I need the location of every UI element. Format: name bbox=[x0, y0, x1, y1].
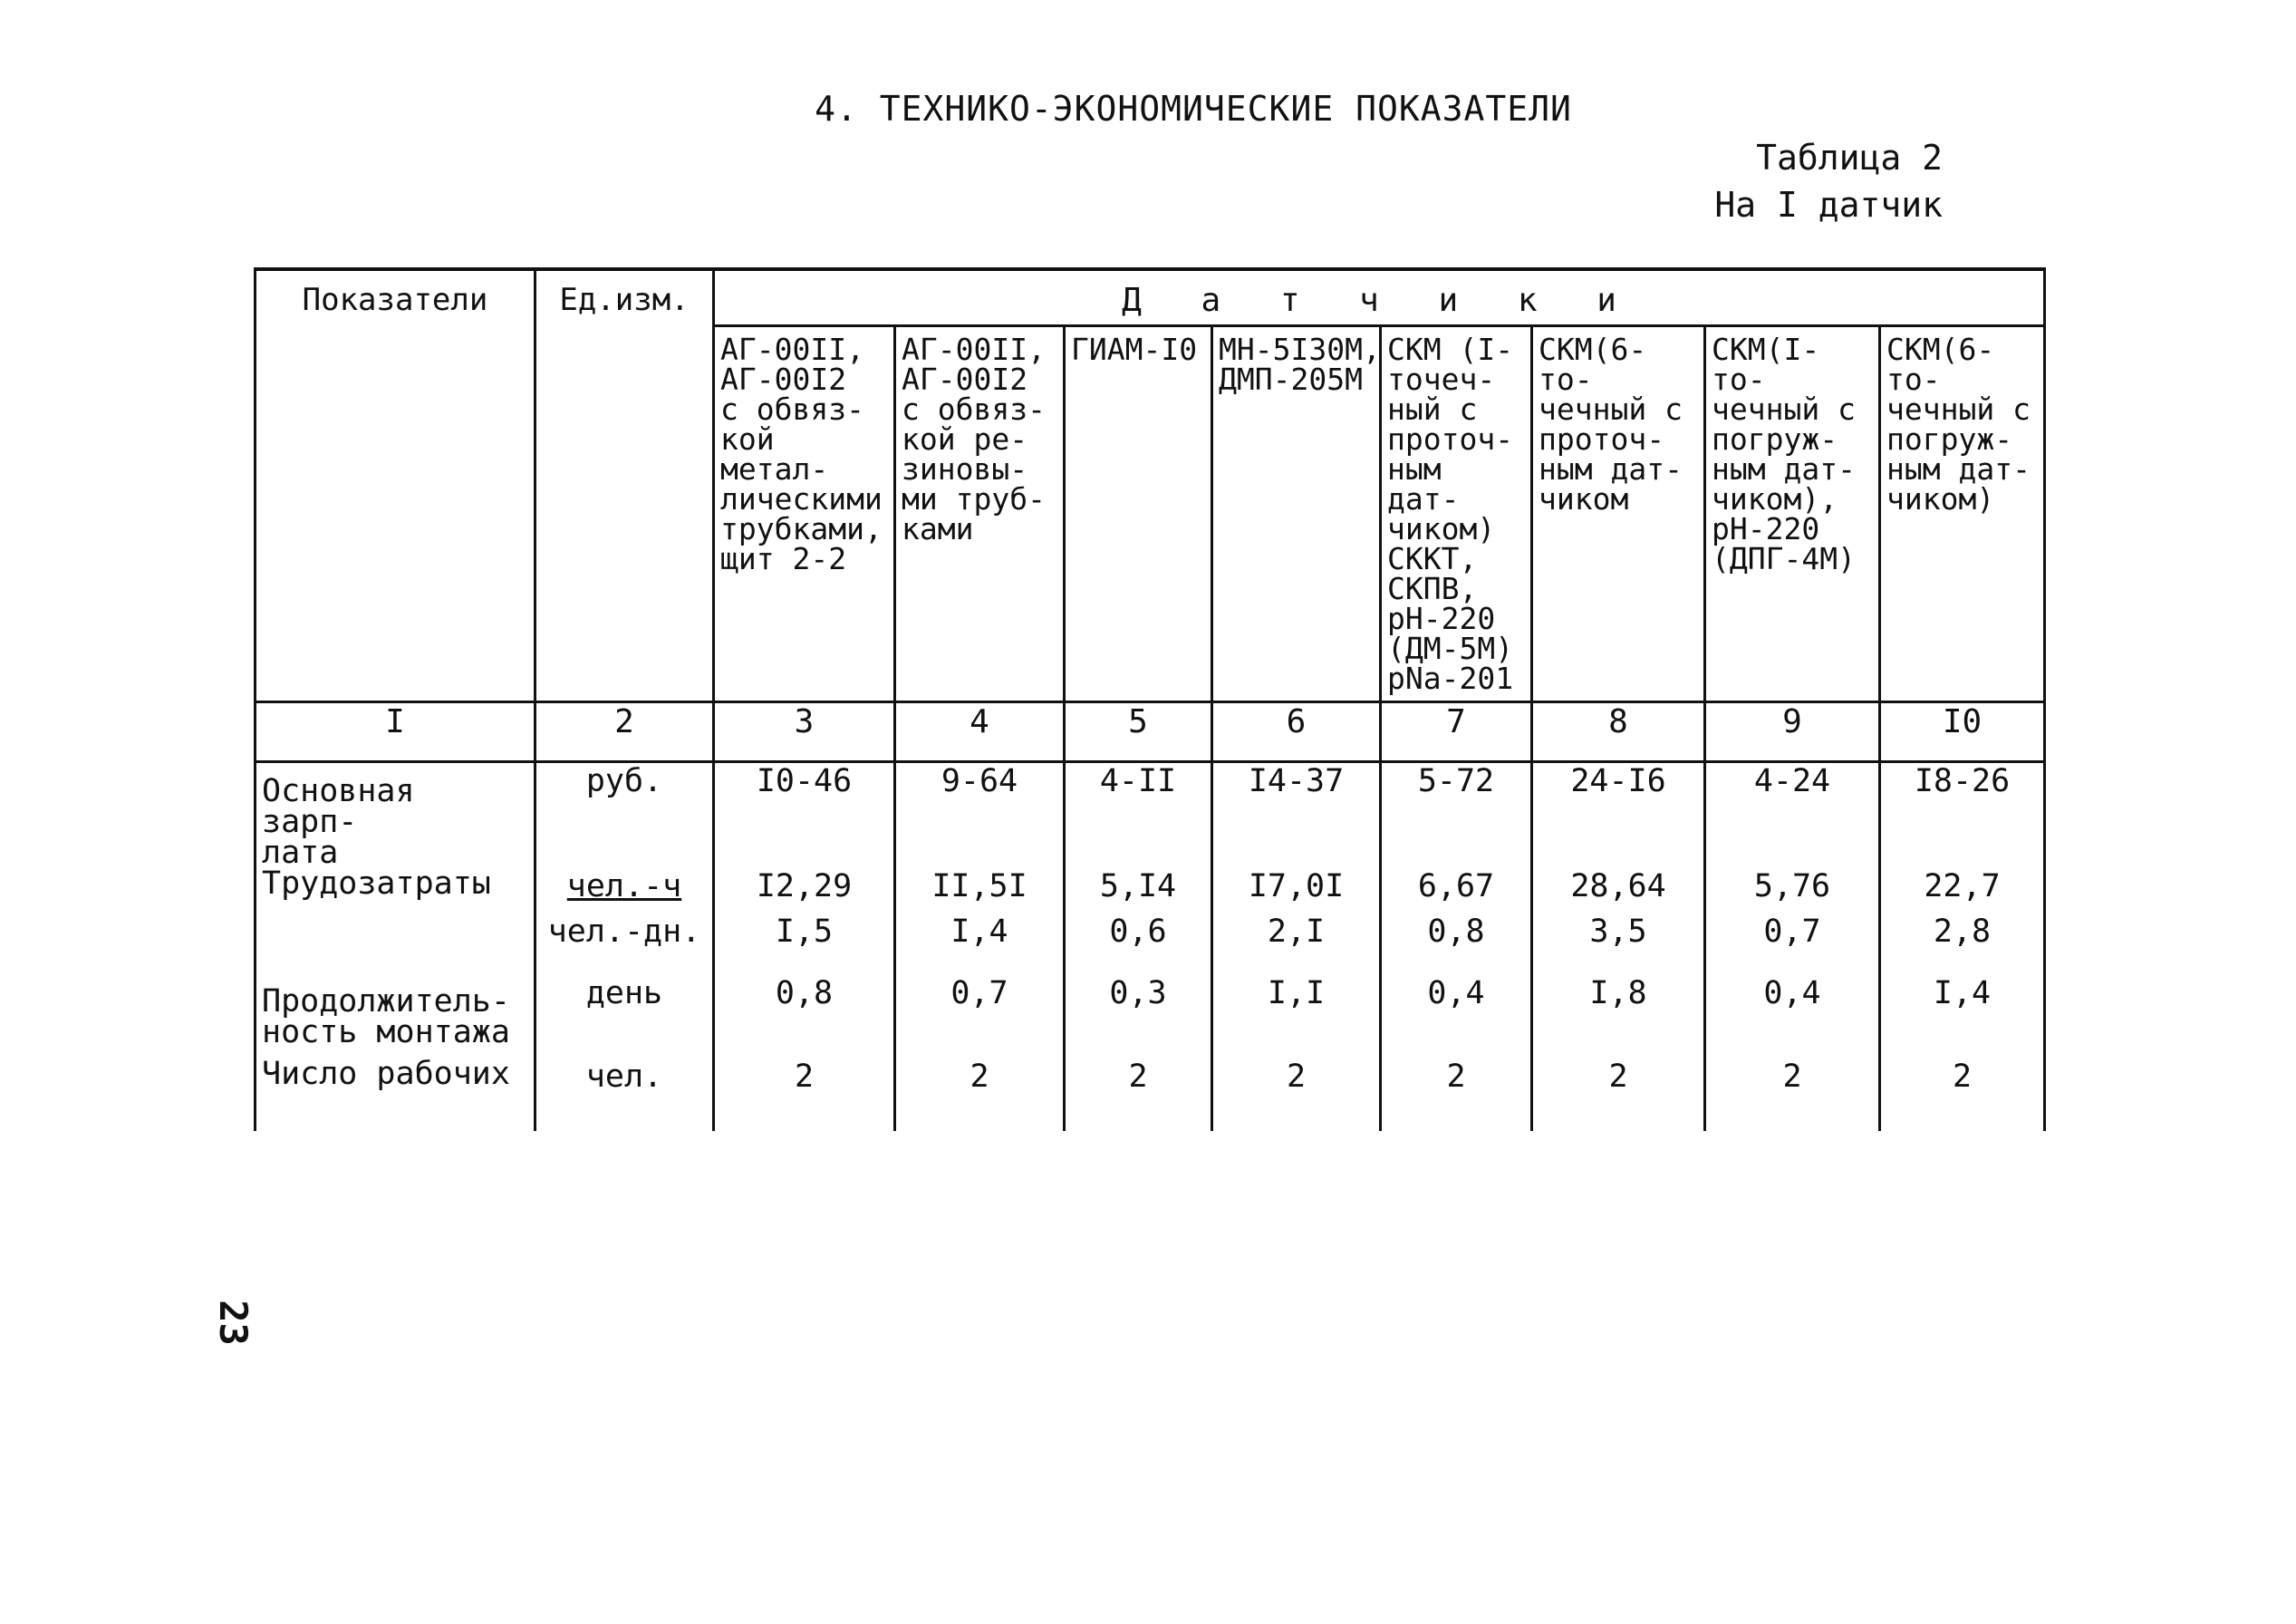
table-cell: 22,7 bbox=[1880, 868, 2045, 914]
sensor-column-header: ГИАМ-I0 bbox=[1065, 325, 1212, 701]
sensor-column-header: СКМ(6-то- чечный с погруж- ным дат- чиком) bbox=[1880, 325, 2045, 701]
table-cell: 2 bbox=[895, 1058, 1065, 1131]
table-cell: 0,8 bbox=[714, 975, 895, 1058]
table-row bbox=[256, 1058, 2045, 1131]
table-cell: 0,7 bbox=[1705, 914, 1880, 975]
table-cell: 2 bbox=[1381, 1058, 1532, 1131]
table-scope: На I датчик bbox=[1714, 185, 1943, 225]
sensor-column-header: СКМ(I-то- чечный с погруж- ным дат- чиком), рН-220 (ДПГ-4М) bbox=[1705, 325, 1880, 701]
row-unit: день bbox=[535, 975, 714, 1058]
sensor-column-header: СКМ(6-то- чечный с проточ- ным дат- чиком bbox=[1532, 325, 1705, 701]
table-cell: I,I bbox=[1212, 975, 1381, 1058]
header-row bbox=[256, 269, 2045, 325]
table-cell: 0,6 bbox=[1065, 914, 1212, 975]
column-number: 6 bbox=[1212, 701, 1381, 761]
row-unit: руб. bbox=[535, 761, 714, 868]
column-numbers-row bbox=[256, 701, 2045, 761]
table-cell: 2,I bbox=[1212, 914, 1381, 975]
row-unit: чел.-дн. bbox=[535, 914, 714, 975]
table-cell: I,5 bbox=[714, 914, 895, 975]
table-cell: I0-46 bbox=[714, 761, 895, 868]
sensor-column-header: МН-5I30М, ДМП-205М bbox=[1212, 325, 1381, 701]
table-cell: 28,64 bbox=[1532, 868, 1705, 914]
section-heading: 4. ТЕХНИКО-ЭКОНОМИЧЕСКИЕ ПОКАЗАТЕЛИ bbox=[815, 89, 1572, 129]
column-number: 8 bbox=[1532, 701, 1705, 761]
column-number: I bbox=[256, 701, 535, 761]
table-cell: I4-37 bbox=[1212, 761, 1381, 868]
indicators-table bbox=[254, 267, 2046, 1131]
table-cell: I8-26 bbox=[1880, 761, 2045, 868]
column-number: 4 bbox=[895, 701, 1065, 761]
indicator-column-header: Показатели bbox=[256, 269, 535, 701]
table-cell: I,4 bbox=[895, 914, 1065, 975]
table-cell: 2,8 bbox=[1880, 914, 2045, 975]
table-cell: 4-II bbox=[1065, 761, 1212, 868]
table-cell: 0,3 bbox=[1065, 975, 1212, 1058]
row-label: Продолжитель- ность монтажа bbox=[256, 975, 535, 1058]
table-number: Таблица 2 bbox=[1756, 138, 1943, 178]
column-number: 5 bbox=[1065, 701, 1212, 761]
column-number: 2 bbox=[535, 701, 714, 761]
table-cell: 0,7 bbox=[895, 975, 1065, 1058]
column-number: 9 bbox=[1705, 701, 1880, 761]
table-cell: 2 bbox=[1880, 1058, 2045, 1131]
table-cell: 9-64 bbox=[895, 761, 1065, 868]
table-cell: I2,29 bbox=[714, 868, 895, 914]
sensor-column-header: АГ-00II, АГ-00I2 с обвяз- кой ре- зиновы- ми труб- ками bbox=[895, 325, 1065, 701]
table-cell: II,5I bbox=[895, 868, 1065, 914]
table-cell: 2 bbox=[1212, 1058, 1381, 1131]
table-cell: 0,4 bbox=[1381, 975, 1532, 1058]
table-cell: I,8 bbox=[1532, 975, 1705, 1058]
table-cell: 2 bbox=[1065, 1058, 1212, 1131]
table-row bbox=[256, 761, 2045, 868]
table-cell: 24-I6 bbox=[1532, 761, 1705, 868]
table-cell: 5,76 bbox=[1705, 868, 1880, 914]
row-label: Основная зарп- лата bbox=[256, 761, 535, 868]
row-label: Число рабочих bbox=[256, 1058, 535, 1131]
column-number: I0 bbox=[1880, 701, 2045, 761]
table-cell: 4-24 bbox=[1705, 761, 1880, 868]
table-cell: 2 bbox=[1705, 1058, 1880, 1131]
column-number: 7 bbox=[1381, 701, 1532, 761]
row-label bbox=[256, 914, 535, 975]
row-label: Трудозатраты bbox=[256, 868, 535, 914]
table-cell: 2 bbox=[1532, 1058, 1705, 1131]
table-cell: 2 bbox=[714, 1058, 895, 1131]
page-number: 23 bbox=[210, 1300, 256, 1346]
table-cell: 0,8 bbox=[1381, 914, 1532, 975]
row-unit: чел. bbox=[535, 1058, 714, 1131]
table-row bbox=[256, 868, 2045, 914]
table-cell: 6,67 bbox=[1381, 868, 1532, 914]
table-row bbox=[256, 914, 2045, 975]
sensor-column-header: АГ-00II, АГ-00I2 с обвяз- кой метал- лическими трубками, щит 2-2 bbox=[714, 325, 895, 701]
row-unit: чел.-ч bbox=[535, 868, 714, 914]
table-cell: 0,4 bbox=[1705, 975, 1880, 1058]
table-cell: I7,0I bbox=[1212, 868, 1381, 914]
table-cell: I,4 bbox=[1880, 975, 2045, 1058]
table-cell: 3,5 bbox=[1532, 914, 1705, 975]
unit-column-header: Ед.изм. bbox=[535, 269, 714, 701]
table-cell: 5,I4 bbox=[1065, 868, 1212, 914]
table-cell: 5-72 bbox=[1381, 761, 1532, 868]
sensor-column-header: СКМ (I- точеч- ный с проточ- ным дат- чиком) СККТ, СКПВ, рН-220 (ДМ-5М) рNа-201 bbox=[1381, 325, 1532, 701]
table-row bbox=[256, 975, 2045, 1058]
column-number: 3 bbox=[714, 701, 895, 761]
sensors-group-header: Д а т ч и к и bbox=[714, 269, 2045, 325]
